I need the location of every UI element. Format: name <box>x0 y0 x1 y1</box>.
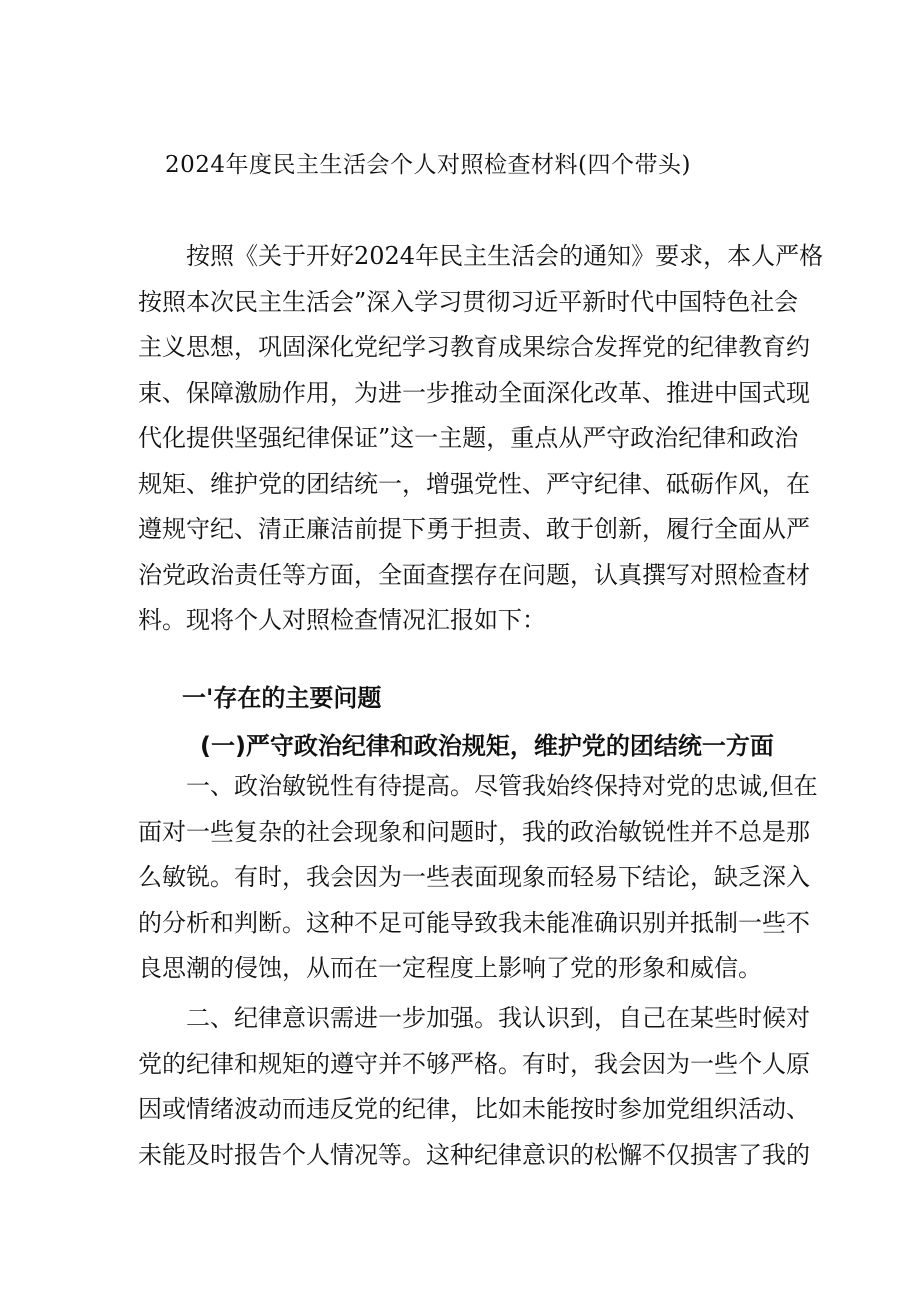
text-line: 的分析和判断。这种不足可能导致我未能准确识别并抵制一些不 <box>138 908 810 937</box>
text-line: 规矩、维护党的团结统一，增强党性、严守纪律、砥砺作风，在 <box>138 469 810 498</box>
text-line: 代化提供坚强纪律保证”这一主题，重点从严守政治纪律和政治 <box>138 424 799 452</box>
text-line: 治党政治责任等方面，全面查摆存在问题，认真撰写对照检查材 <box>138 560 810 589</box>
paragraph-discipline-awareness <box>138 996 810 1178</box>
section-heading: 一'存在的主要问题 <box>182 684 382 712</box>
text-line: 二、纪律意识需进一步加强。我认识到，自己在某些时候对 <box>186 1004 810 1032</box>
text-line: 束、保障激励作用，为进一步推动全面深化改革、推进中国式现 <box>138 378 810 407</box>
text-line: 因或情绪波动而违反党的纪律，比如未能按时参加党组织活动、 <box>138 1095 810 1123</box>
text-line: 党的纪律和规矩的遵守并不够严格。有时，我会因为一些个人原 <box>138 1049 810 1078</box>
document-title: 2024年度民主生活会个人对照检查材料(四个带头) <box>165 152 691 178</box>
text-line: 按照《关于开好2024年民主生活会的通知》要求，本人严格 <box>186 242 824 270</box>
subsection-heading: (一)严守政治纪律和政治规矩，维护党的团结统一方面 <box>200 732 774 760</box>
text-line: 主义思想，巩固深化党纪学习教育成果综合发挥党的纪律教育约 <box>138 333 810 361</box>
text-line: 按照本次民主生活会”深入学习贯彻习近平新时代中国特色社会 <box>138 287 799 316</box>
text-line: 面对一些复杂的社会现象和问题时，我的政治敏锐性并不总是那 <box>138 817 810 846</box>
text-line: 料。现将个人对照检查情况汇报如下： <box>138 606 546 634</box>
text-line: 么敏锐。有时，我会因为一些表面现象而轻易下结论，缺乏深入 <box>138 863 810 891</box>
text-line: 良思潮的侵蚀，从而在一定程度上影响了党的形象和威信。 <box>138 954 762 982</box>
text-line: 未能及时报告个人情况等。这种纪律意识的松懈不仅损害了我的 <box>138 1140 810 1169</box>
paragraph-political-sensitivity <box>138 764 818 992</box>
text-line: 遵规守纪、清正廉洁前提下勇于担责、敢于创新，履行全面从严 <box>138 515 810 543</box>
intro-paragraph <box>138 234 824 644</box>
text-line: 一、政治敏锐性有待提高。尽管我始终保持对党的忠诚,但在 <box>186 772 818 800</box>
